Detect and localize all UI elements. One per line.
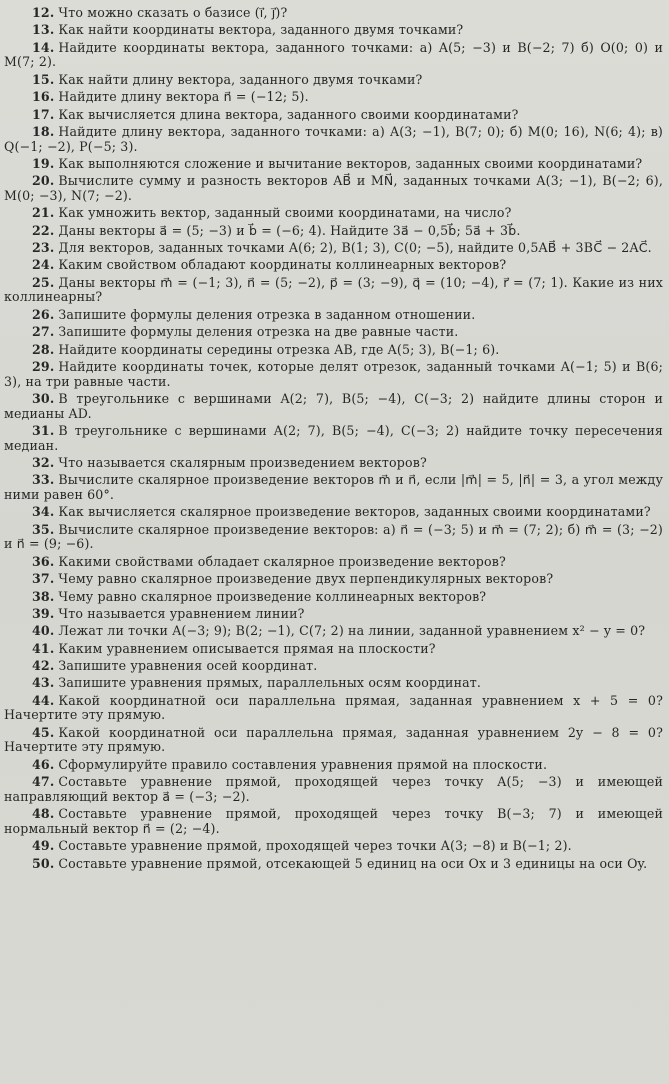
question-text: Какой координатной оси параллельна прямая, заданная уравнением x + 5 = 0? Начертите эту прямую.: [4, 692, 663, 723]
question-text: Составьте уравнение прямой, отсекающей 5 единиц на оси Ox и 3 единицы на оси Oy.: [58, 855, 648, 871]
question-text: Что называется уравнением линии?: [58, 605, 305, 621]
question-number: 44.: [32, 692, 55, 708]
question-item: [4, 343, 663, 358]
question-text: Каким свойством обладают координаты коллинеарных векторов?: [58, 257, 507, 273]
question-item: [4, 839, 663, 854]
question-item: [4, 424, 663, 453]
question-item: [4, 857, 663, 872]
question-number: 41.: [32, 640, 55, 656]
question-text: Запишите формулы деления отрезка на две равные части.: [58, 324, 459, 340]
question-number: 23.: [32, 240, 55, 256]
question-item: [4, 758, 663, 773]
question-item: [4, 642, 663, 657]
question-number: 15.: [32, 71, 55, 87]
question-text: Чему равно скалярное произведение двух перпендикулярных векторов?: [58, 571, 554, 587]
question-text: Каким уравнением описывается прямая на плоскости?: [58, 640, 436, 656]
question-number: 16.: [32, 89, 55, 105]
question-text: Какими свойствами обладает скалярное произведение векторов?: [58, 553, 506, 569]
question-number: 19.: [32, 155, 55, 171]
question-item: [4, 41, 663, 70]
question-text: Даны векторы m⃗ = (−1; 3), n⃗ = (5; −2), p⃗ = (3; −9), q⃗ = (10; −4), r⃗ = (7; 1). Какие из них коллинеарны?: [4, 274, 663, 305]
question-item: [4, 125, 663, 154]
question-item: [4, 624, 663, 639]
question-text: Запишите формулы деления отрезка в заданном отношении.: [58, 306, 476, 322]
question-item: [4, 775, 663, 804]
question-item: [4, 224, 663, 239]
question-text: Вычислите сумму и разность векторов AB⃗ и MN⃗, заданных точками A(3; −1), B(−2; 6), M(0; −3), N(7; −2).: [4, 173, 663, 203]
question-number: 48.: [32, 806, 55, 822]
question-text: Составьте уравнение прямой, проходящей через точки A(3; −8) и B(−1; 2).: [58, 838, 572, 854]
question-number: 32.: [32, 454, 55, 470]
question-number: 46.: [32, 756, 55, 772]
question-text: В треугольнике с вершинами A(2; 7), B(5; −4), C(−3; 2) найдите точку пересечения медиан.: [4, 422, 663, 453]
question-item: [4, 607, 663, 622]
question-text: Сформулируйте правило составления уравнения прямой на плоскости.: [58, 756, 548, 772]
question-text: Найдите длину вектора, заданного точками: а) A(3; −1), B(7; 0); б) M(0; 16), N(6; 4); в) Q(−1; −2), P(−5; 3).: [4, 123, 663, 154]
question-item: [4, 206, 663, 221]
question-item: [4, 73, 663, 88]
question-text: Даны векторы a⃗ = (5; −3) и b⃗ = (−6; 4). Найдите 3a⃗ − 0,5b⃗; 5a⃗ + 3b⃗.: [58, 222, 521, 238]
question-number: 14.: [32, 39, 55, 55]
question-number: 20.: [32, 173, 55, 189]
question-item: [4, 473, 663, 502]
question-text: Вычислите скалярное произведение векторов: а) n⃗ = (−3; 5) и m⃗ = (7; 2); б) m⃗ = (3; −2) и n⃗ = (9; −6).: [4, 521, 663, 552]
question-number: 13.: [32, 22, 55, 38]
question-text: Чему равно скалярное произведение коллинеарных векторов?: [58, 588, 487, 604]
question-number: 28.: [32, 341, 55, 357]
question-item: [4, 308, 663, 323]
question-item: [4, 276, 663, 305]
question-text: Найдите координаты вектора, заданного точками: а) A(5; −3) и B(−2; 7) б) O(0; 0) и M(7; 2).: [4, 39, 663, 70]
question-text: Составьте уравнение прямой, проходящей через точку B(−3; 7) и имеющей нормальный вектор n⃗ = (2; −4).: [4, 806, 663, 836]
question-text: Запишите уравнения прямых, параллельных осям координат.: [58, 675, 482, 691]
question-number: 12.: [32, 5, 55, 20]
question-item: [4, 23, 663, 38]
question-text: Как найти координаты вектора, заданного двумя точками?: [58, 22, 464, 38]
question-item: [4, 90, 663, 105]
question-item: [4, 659, 663, 674]
question-number: 33.: [32, 472, 55, 488]
question-number: 18.: [32, 123, 55, 139]
question-number: 35.: [32, 521, 55, 537]
question-item: [4, 726, 663, 755]
question-text: В треугольнике с вершинами A(2; 7), B(5; −4), C(−3; 2) найдите длины сторон и медианы AD.: [4, 391, 663, 421]
question-item: [4, 456, 663, 471]
question-item: [4, 108, 663, 123]
question-text: Как выполняются сложение и вычитание векторов, заданных своими координатами?: [58, 155, 643, 171]
question-number: 36.: [32, 553, 55, 569]
question-number: 26.: [32, 306, 55, 322]
question-item: [4, 174, 663, 203]
question-item: [4, 258, 663, 273]
question-number: 37.: [32, 571, 55, 587]
question-number: 42.: [32, 658, 55, 674]
question-number: 21.: [32, 205, 55, 221]
question-item: [4, 325, 663, 340]
question-item: [4, 694, 663, 723]
question-text: Запишите уравнения осей координат.: [58, 658, 318, 674]
question-number: 45.: [32, 724, 55, 740]
question-item: [4, 360, 663, 389]
question-number: 43.: [32, 675, 55, 691]
question-item: [4, 555, 663, 570]
question-text: Как вычисляется скалярное произведение векторов, заданных своими координатами?: [58, 504, 651, 520]
question-list: [4, 6, 663, 871]
question-text: Найдите длину вектора n⃗ = (−12; 5).: [58, 89, 309, 105]
question-text: Лежат ли точки A(−3; 9); B(2; −1), C(7; 2) на линии, заданной уравнением x² − y = 0?: [58, 623, 646, 639]
question-text: Что можно сказать о базисе (i⃗, j⃗)?: [58, 5, 288, 20]
question-number: 40.: [32, 623, 55, 639]
question-number: 25.: [32, 274, 55, 290]
question-item: [4, 241, 663, 256]
question-number: 29.: [32, 359, 55, 375]
question-text: Какой координатной оси параллельна прямая, заданная уравнением 2y − 8 = 0? Начертите эту прямую.: [4, 724, 663, 755]
question-text: Как найти длину вектора, заданного двумя точками?: [58, 71, 423, 87]
question-number: 49.: [32, 838, 55, 854]
question-text: Как умножить вектор, заданный своими координатами, на число?: [58, 205, 512, 221]
question-number: 22.: [32, 222, 55, 238]
question-number: 31.: [32, 422, 55, 438]
question-number: 50.: [32, 855, 55, 871]
question-item: [4, 676, 663, 691]
question-text: Что называется скалярным произведением векторов?: [58, 454, 427, 470]
question-item: [4, 590, 663, 605]
question-text: Как вычисляется длина вектора, заданного своими координатами?: [58, 106, 519, 122]
question-item: [4, 523, 663, 552]
question-text: Найдите координаты точек, которые делят отрезок, заданный точками A(−1; 5) и B(6; 3), на три равные части.: [4, 359, 663, 389]
question-text: Составьте уравнение прямой, проходящей через точку A(5; −3) и имеющей направляющий вектор a⃗ = (−3; −2).: [4, 774, 663, 804]
question-text: Вычислите скалярное произведение векторов m⃗ и n⃗, если |m⃗| = 5, |n⃗| = 3, а угол между ними равен 60°.: [4, 472, 663, 502]
question-item: [4, 807, 663, 836]
question-item: [4, 157, 663, 172]
question-item: [4, 505, 663, 520]
question-number: 47.: [32, 774, 55, 790]
question-item: [4, 572, 663, 587]
question-text: Найдите координаты середины отрезка AB, где A(5; 3), B(−1; 6).: [58, 341, 500, 357]
question-number: 30.: [32, 391, 55, 406]
question-text: Для векторов, заданных точками A(6; 2), B(1; 3), C(0; −5), найдите 0,5AB⃗ + 3BC⃗ − 2AC⃗.: [58, 240, 652, 256]
question-number: 39.: [32, 605, 55, 621]
question-number: 24.: [32, 257, 55, 273]
question-number: 17.: [32, 106, 55, 122]
question-item: [4, 392, 663, 421]
question-number: 38.: [32, 588, 55, 604]
question-number: 27.: [32, 324, 55, 340]
question-number: 34.: [32, 504, 55, 520]
question-item: [4, 6, 663, 21]
